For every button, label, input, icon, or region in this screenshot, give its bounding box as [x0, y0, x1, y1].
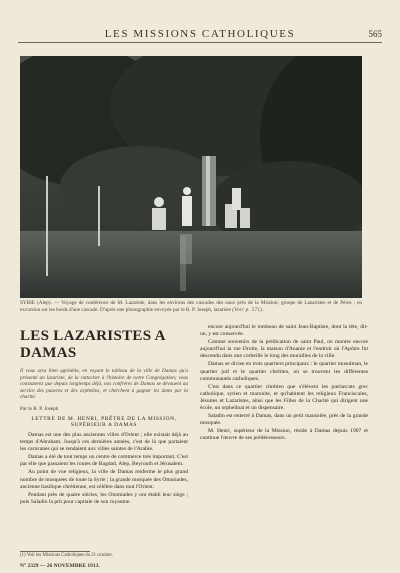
article-intro: Il vous sera bien agréable, en voyant le tableau de la ville de Damas qu'a présenté un lazariste, de la rattacher à l'histoire de notre Congrégation; vous constaterez que depuis longtemps déjà, nos confrères de Damas se dévouent au service des pauvres et des orphelins, et cherchent à gagner les âmes par la charité.: [20, 368, 188, 401]
photo-caption: [20, 300, 362, 314]
article-title: LES LAZARISTES A DAMAS: [20, 328, 165, 361]
section-heading: LETTRE DE M. HENRI, PRÊTRE DE LA MISSION, SUPÉRIEUR A DAMAS: [31, 415, 177, 428]
paragraph: M. Henri, supérieur de la Mission, réside à Damas depuis 1907 et continue l'œuvre de ses prédécesseurs.: [200, 428, 368, 442]
footnote-divider: [20, 551, 90, 552]
paragraph: Damas est une des plus anciennes villes d'Orient ; elle existait déjà au temps d'Abraham. Jusqu'à ces dernières années, c'est de là que partaient les caravanes qui se rendaient aux villes saintes de l'Arabie.: [20, 431, 188, 453]
masthead: [18, 28, 382, 43]
article-photo: [20, 56, 362, 298]
article-column-left: [20, 328, 188, 507]
paragraph: Damas se divise en trois quartiers principaux : le quartier musulman, le quartier juif et le quartier chrétien, où se trouvent les différentes communautés catholiques.: [200, 361, 368, 382]
caption-lead: SYRIE (Alep). —: [20, 300, 60, 306]
article-column-right: [200, 324, 368, 444]
intro-signature: Par le R. P. Joseph: [20, 405, 59, 412]
paragraph: C'est dans ce quartier chrétien que s'élèvent les patriarcats grec catholique, syrien et maronite, et qu'habitent les religieux Franciscains, Jésuites et Lazaristes, ainsi que les Filles de la Charité qui dirigent une école, un orphelinat et un dispensaire.: [200, 383, 368, 412]
paragraph: Comme souvenirs de la prédication de saint Paul, on montre encore aujourd'hui la rue Droite, la maison d'Ananie et l'endroit où l'Apôtre fut descendu dans une corbeille le long des murailles de la ville.: [200, 339, 368, 360]
paragraph: Pendant près de quatre siècles, les Ommiades y ont établi leur siège ; puis Saladin la prit pour capitale de son royaume.: [20, 491, 188, 505]
paragraph: Au point de vue religieux, la ville de Damas renferme le plus grand nombre de mosquées de toute la Syrie ; la grande mosquée des Ommiades, ancienne basilique chrétienne, est célèbre dans tout l'Orient.: [20, 469, 188, 490]
footnote: (1) Voir les Missions Catholiques du 21 octobre.: [20, 553, 113, 558]
paragraph: Damas a été de tout temps un centre de commerce très important. C'est par elle que passaient les routes de Bagdad, Alep, Beyrouth et Jérusalem.: [20, 454, 188, 468]
paragraph: Saladin est enterré à Damas, dans un petit mausolée, près de la grande mosquée.: [200, 413, 368, 427]
issue-footer: N° 2329 — 26 NOVEMBRE 1913.: [20, 563, 100, 569]
page-number: 565: [368, 29, 382, 39]
caption-credit: (Voir p. 571).: [232, 307, 265, 313]
caption-text: Voyage de conférence de M. Lazariste, dans les environs des cascades des eaux près de la Mission; groupe de Lazaristes et de Pères ; en excursion sur les bords d'une cascade. D'après une photographie envoyée par le R. P. Joseph, lazariste: [20, 300, 363, 313]
paragraph: encore aujourd'hui le tombeau de saint Jean-Baptiste, dont la tête, dit-on, y est conservée.: [200, 324, 368, 338]
masthead-title: LES MISSIONS CATHOLIQUES: [104, 28, 296, 40]
waterfall-photo-illustration: [20, 56, 362, 298]
